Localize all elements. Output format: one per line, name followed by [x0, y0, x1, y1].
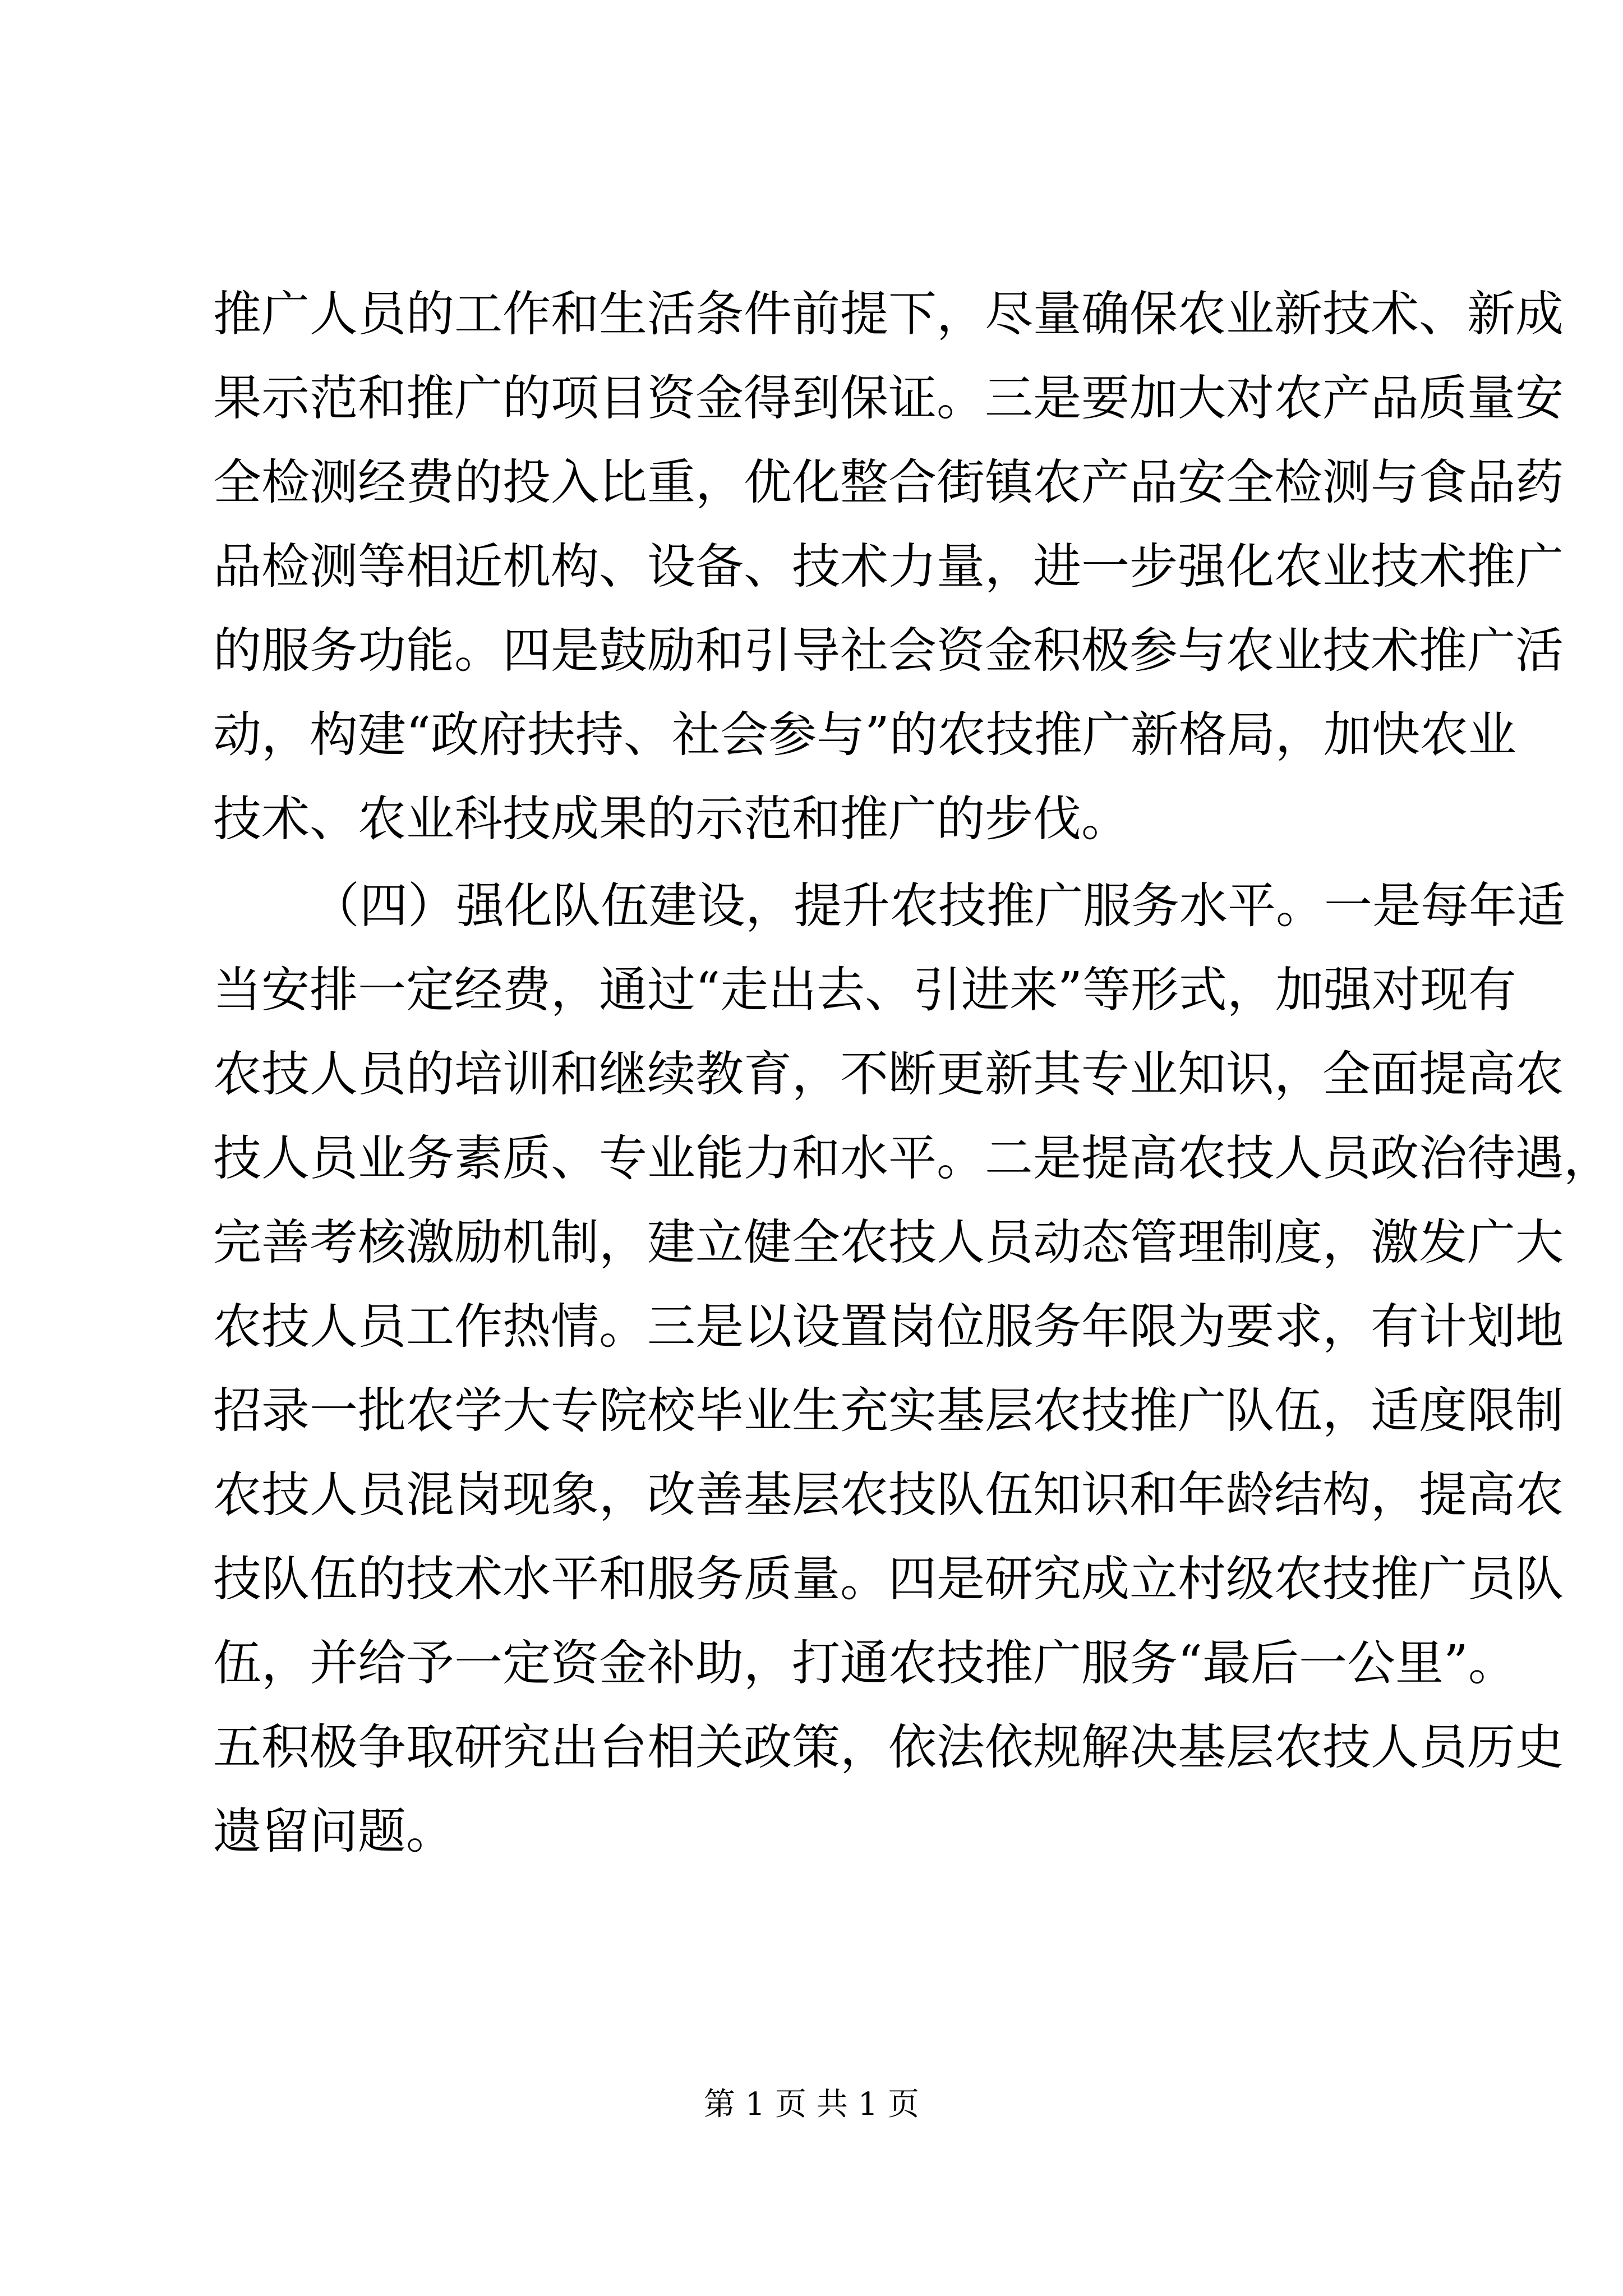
text-line: 农技人员混岗现象，改善基层农技队伍知识和年龄结构，提高农: [213, 1467, 1564, 1523]
text-line: 技人员业务素质、专业能力和水平。二是提高农技人员政治待遇，: [213, 1130, 1612, 1186]
text-line: 品检测等相近机构、设备、技术力量，进一步强化农业技术推广: [213, 539, 1564, 595]
text-line: 推广人员的工作和生活条件前提下，尽量确保农业新技术、新成: [213, 286, 1564, 342]
text-line: 五积极争取研究出台相关政策，依法依规解决基层农技人员历史: [213, 1719, 1564, 1775]
text-line: 技术、农业科技成果的示范和推广的步伐。: [213, 791, 1129, 847]
text-line: 果示范和推广的项目资金得到保证。三是要加大对农产品质量安: [213, 370, 1564, 426]
text-line: 农技人员的培训和继续教育，不断更新其专业知识，全面提高农: [213, 1046, 1564, 1102]
text-line: 遗留问题。: [213, 1803, 454, 1860]
page-number-footer: 第 1 页 共 1 页: [703, 2086, 920, 2123]
text-line: 技队伍的技术水平和服务质量。四是研究成立村级农技推广员队: [213, 1551, 1564, 1607]
text-line: 动，构建“政府扶持、社会参与”的农技推广新格局，加快农业: [213, 707, 1516, 763]
section-heading-line: （四）强化队伍建设，提升农技推广服务水平。一是每年适: [311, 878, 1565, 934]
text-line: 招录一批农学大专院校毕业生充实基层农技推广队伍，适度限制: [213, 1383, 1564, 1439]
text-line: 全检测经费的投入比重，优化整合街镇农产品安全检测与食品药: [213, 454, 1564, 510]
text-line: 的服务功能。四是鼓励和引导社会资金积极参与农业技术推广活: [213, 623, 1564, 679]
text-line: 伍，并给予一定资金补助，打通农技推广服务“最后一公里”。: [213, 1635, 1516, 1691]
text-line: 当安排一定经费，通过“走出去、引进来”等形式，加强对现有: [213, 962, 1516, 1018]
text-line: 农技人员工作热情。三是以设置岗位服务年限为要求，有计划地: [213, 1299, 1564, 1355]
text-line: 完善考核激励机制，建立健全农技人员动态管理制度，激发广大: [213, 1214, 1564, 1271]
